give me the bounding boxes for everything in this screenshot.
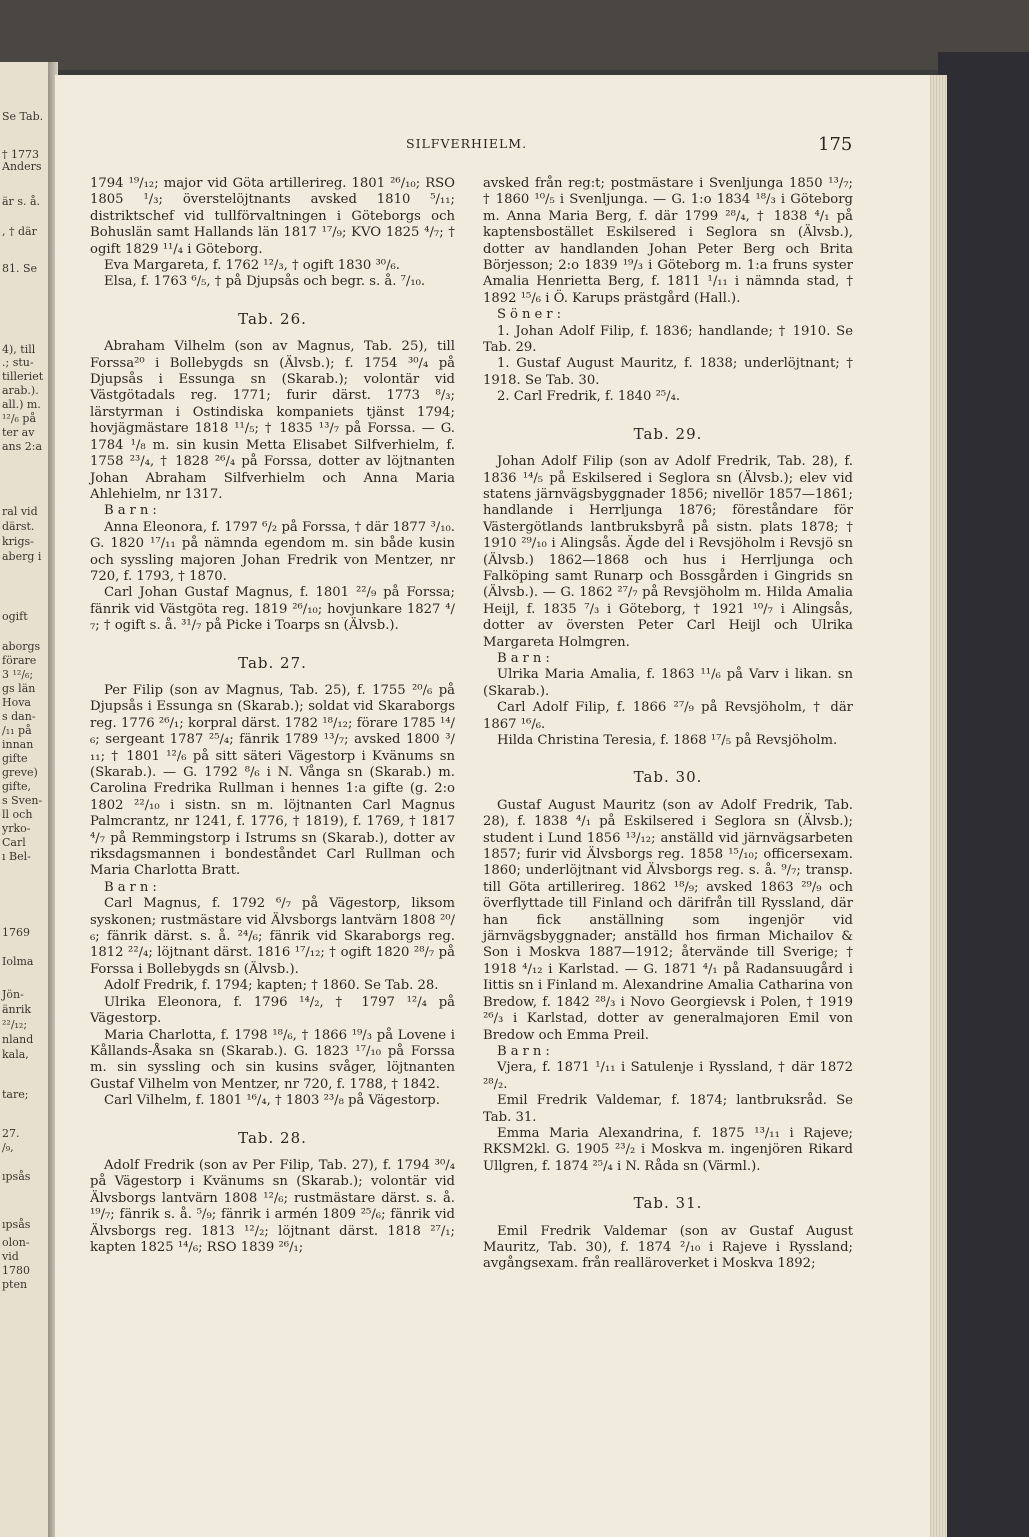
- paragraph: Hilda Christina Teresia, f. 1868 ¹⁷/₅ på Revsjöholm.: [497, 733, 838, 748]
- left-page-fragment: s dan-: [2, 710, 36, 723]
- left-page-edge: [0, 62, 52, 1537]
- section-heading: Tab. 26.: [238, 309, 307, 328]
- left-page-fragment: gifte,: [2, 780, 32, 793]
- left-page-fragment: änrik: [2, 1003, 32, 1016]
- page-number: 175: [818, 134, 853, 155]
- left-page-fragment: tilleriet: [2, 370, 44, 383]
- left-page-fragment: ogift: [2, 610, 28, 623]
- paragraph: Gustaf August Mauritz (son av Adolf Fredrik, Tab. 28), f. 1838 ⁴/₁ på Eskilsered i Seglora sn (Älvsb.); student i Lund 1856 ¹³/₁₂; anställd vid järnvägsarbeten 1857; furir vid Älvsborgs reg. 1858 ¹⁵/₁₀; officersexam. 1860; underlöjtnant vid Älvsborgs reg. s. å. ⁹/₇; transp. till Göta artillerireg. 1862 ¹⁸/₉; avsked 1863 ²⁹/₉ och överflyttade till Finland och därifrån till Ryssland, där han fick anställning som ingenjör vid järnvägsbyggnader; anställd hos firman Michailov & Son i Moskva 1887—1912; återvände till Sverige; † 1918 ⁴/₁₂ i Karlstad. — G. 1871 ⁴/₁ på Radansuugård i Iittis sn i Finland m. Alexandrine Amalia Catharina von Bredow, f. 1842 ²⁸/₃ i Novo Georgievsk i Polen, † 1919 ²⁶/₃ i Karlstad, dotter av generalmajoren Emil von Bredow och Emma Preil.: [483, 797, 853, 1043]
- left-page-fragment: kala,: [2, 1048, 29, 1061]
- left-page-fragment: ²²/₁₂;: [2, 1018, 28, 1031]
- paragraph: Carl Magnus, f. 1792 ⁶/₇ på Vägestorp, liksom syskonen; rustmästare vid Älvsborgs lantvärn 1808 ²⁰/₆; fänrik därst. s. å. ²⁴/₆; fänrik vid Skaraborgs reg. 1812 ²²/₄; löjtnant därst. 1816 ¹⁷/₁₂; † ogift 1820 ²⁸/₇ på Forssa i Bollebygds sn (Älvsb.).: [90, 896, 455, 977]
- paragraph: Eva Margareta, f. 1762 ¹²/₃, † ogift 1830 ³⁰/₆.: [104, 258, 400, 274]
- book-cover: [938, 52, 1029, 1537]
- left-page-fragment: innan: [2, 738, 34, 751]
- paragraph: Adolf Fredrik (son av Per Filip, Tab. 27), f. 1794 ³⁰/₄ på Vägestorp i Kvänums sn (Skarab.); volontär vid Älvsborgs lantvärn 1808 ¹²/₆; rustmästare därst. s. å. ¹⁹/₇; fänrik s. å. ⁵/₉; fänrik i armén 1809 ²⁵/₆; fänrik vid Älvsborgs reg. 1813 ¹²/₂; löjtnant därst. 1818 ²⁷/₁; kapten 1825 ¹⁴/₆; RSO 1839 ²⁶/₁;: [90, 1157, 455, 1255]
- left-page-fragment: Anders: [2, 160, 42, 173]
- paragraph: Ulrika Maria Amalia, f. 1863 ¹¹/₆ på Varv i likan. sn (Skarab.).: [483, 667, 853, 699]
- paragraph: Carl Adolf Filip, f. 1866 ²⁷/₉ på Revsjöholm, † där 1867 ¹⁶/₆.: [483, 700, 853, 732]
- left-page-fragment: yrko-: [2, 822, 31, 835]
- left-page-fragment: /₉,: [2, 1141, 14, 1154]
- children-label: Söner:: [497, 307, 566, 323]
- paragraph: Abraham Vilhelm (son av Magnus, Tab. 25), till Forssa²⁰ i Bollebygds sn (Älvsb.); f. 1754 ³⁰/₄ på Djupsås i Essunga sn (Skarab.); volontär vid Västgötadals reg. 1771; furir därst. 1773 ⁸/₃; lärstyrman i Ostindiska kompaniets tjänst 1794; hovjägmästare 1818 ¹¹/₅; † 1835 ¹³/₇ på Forssa. — G. 1784 ¹/₈ m. sin kusin Metta Elisabet Silfverhielm, f. 1758 ²³/₄, † 1828 ²⁶/₄ på Forssa, dotter av löjtnanten Johan Abraham Silfverhielm och Anna Maria Ahlehielm, nr 1317.: [90, 339, 455, 502]
- left-page-fragment: Hova: [2, 696, 31, 709]
- children-label: Barn:: [104, 879, 161, 895]
- left-page-fragment: 3 ¹²/₆;: [2, 668, 34, 681]
- left-page-fragment: s Sven-: [2, 794, 43, 807]
- paragraph: Maria Charlotta, f. 1798 ¹⁸/₆, † 1866 ¹⁹/₃ på Lovene i Kållands-Åsaka sn (Skarab.). G. 1823 ¹⁷/₁₀ på Forssa m. sin syssling och sin kusins svåger, löjtnanten Gustaf Vilhelm von Mentzer, nr 720, f. 1788, † 1842.: [90, 1027, 455, 1092]
- paragraph: avsked från reg:t; postmästare i Svenljunga 1850 ¹³/₇; † 1860 ¹⁰/₅ i Svenljunga. — G. 1:o 1834 ¹⁸/₃ i Göteborg m. Anna Maria Berg, f. där 1799 ²⁸/₄, † 1838 ⁴/₁ på kaptensbostället Eskilsered i Seglora sn (Älvsb.), dotter av handlanden Johan Peter Berg och Brita Börjesson; 2:o 1839 ¹⁹/₃ i Göteborg m. 1:a fruns syster Amalia Henrietta Berg, f. 1811 ¹/₁₁ i nämnda stad, † 1892 ¹⁵/₆ i Ö. Karups prästgård (Hall.).: [483, 176, 853, 306]
- left-page-fragment: är s. å.: [2, 195, 41, 208]
- left-page-fragment: nland: [2, 1033, 34, 1046]
- paragraph: Adolf Fredrik, f. 1794; kapten; † 1860. Se Tab. 28.: [104, 978, 439, 994]
- left-page-fragment: vid: [2, 1250, 19, 1263]
- paragraph: Emma Maria Alexandrina, f. 1875 ¹³/₁₁ i Rajeve; RKSM2kl. G. 1905 ²³/₂ i Moskva m. ingenjören Rikard Ullgren, f. 1874 ²⁵/₄ i N. Råda sn (Värml.).: [483, 1125, 853, 1174]
- left-page-fragment: all.) m.: [2, 398, 41, 411]
- left-page-fragment: därst.: [2, 520, 35, 533]
- left-page-fragment: ter av: [2, 426, 35, 439]
- paragraph: 2. Carl Fredrik, f. 1840 ²⁵/₄.: [497, 389, 681, 405]
- paragraph: Johan Adolf Filip (son av Adolf Fredrik, Tab. 28), f. 1836 ¹⁴/₅ på Eskilsered i Seglora sn (Älvsb.); elev vid statens järnvägsbyggnader 1856; nivellör 1857—1861; handlande i Herrljunga 1876; föreståndare för Västergötlands lantbruksbyrå på sistn. plats 1878; † 1910 ²⁹/₁₀ i Alingsås. Ägde del i Revsjöholm i Revsjö sn (Älvsb.) 1862—1868 och hus i Herrljunga och Falköping samt Runarp och Bossgården i Gingrids sn (Älvsb.). — G. 1862 ²⁷/₇ på Revsjöholm m. Hilda Amalia Heijl, f. 1835 ⁷/₃ i Göteborg, † 1921 ¹⁰/₇ i Alingsås, dotter av översten Peter Carl Heijl och Ulrika Margareta Holmgren.: [483, 454, 853, 650]
- section-heading: Tab. 29.: [633, 424, 703, 443]
- left-page-fragment: Jön-: [2, 988, 24, 1001]
- left-page-fragment: 1769: [2, 926, 30, 939]
- section-heading: Tab. 28.: [238, 1128, 307, 1147]
- right-column: [483, 176, 853, 1273]
- left-page-fragment: 1780: [2, 1264, 30, 1277]
- left-page-fragment: , † där: [2, 225, 37, 238]
- left-page-fragment: 4), till: [2, 343, 36, 356]
- children-label: Barn:: [104, 503, 161, 519]
- left-page-fragment: † 1773: [2, 148, 39, 161]
- left-page-fragment: förare: [2, 654, 37, 667]
- left-page-fragment: aborgs: [2, 640, 41, 653]
- paragraph: Anna Eleonora, f. 1797 ⁶/₂ på Forssa, † där 1877 ³/₁₀. G. 1820 ¹⁷/₁₁ på nämnda egendom m. sin både kusin och syssling majoren Johan Fredrik von Mentzer, nr 720, f. 1793, † 1870.: [90, 519, 455, 584]
- children-label: Barn:: [497, 1043, 554, 1059]
- left-page-fragment: ll och: [2, 808, 33, 821]
- left-page-fragment: krigs-: [2, 535, 34, 548]
- left-page-fragment: ı Bel-: [2, 850, 31, 863]
- left-page-fragment: Se Tab.: [2, 110, 44, 123]
- paragraph: Elsa, f. 1763 ⁶/₅, † på Djupsås och begr. s. å. ⁷/₁₀.: [104, 274, 426, 290]
- paragraph: Carl Vilhelm, f. 1801 ¹⁶/₄, † 1803 ²³/₈ på Vägestorp.: [104, 1093, 440, 1109]
- left-page-fragment: ıpsås: [2, 1170, 31, 1183]
- paragraph: Ulrika Eleonora, f. 1796 ¹⁴/₂, † 1797 ¹²/₄ på Vägestorp.: [90, 994, 455, 1027]
- left-page-fragment: tare;: [2, 1088, 29, 1101]
- left-page-fragment: Carl: [2, 836, 26, 849]
- paragraph: 1. Johan Adolf Filip, f. 1836; handlande; † 1910. Se Tab. 29.: [483, 323, 853, 356]
- left-page-fragment: 27.: [2, 1127, 20, 1140]
- left-page-fragment: ıpsås: [2, 1218, 31, 1231]
- left-page-fragment: gs län: [2, 682, 36, 695]
- paragraph: Vjera, f. 1871 ¹/₁₁ i Satulenje i Ryssland, † där 1872 ²⁸/₂.: [483, 1060, 853, 1092]
- left-page-fragment: gifte: [2, 752, 28, 765]
- left-page-fragment: aberg i: [2, 550, 42, 563]
- left-page-fragment: /₁₁ på: [2, 724, 32, 737]
- left-page-fragment: greve): [2, 766, 38, 779]
- paragraph: 1. Gustaf August Mauritz, f. 1838; underlöjtnant; † 1918. Se Tab. 30.: [483, 356, 853, 388]
- paragraph: Emil Fredrik Valdemar (son av Gustaf August Mauritz, Tab. 30), f. 1874 ²/₁₀ i Rajeve i Ryssland; avgångsexam. från realläroverket i Moskva 1892;: [483, 1223, 853, 1272]
- left-column: [90, 176, 455, 1256]
- paragraph: Emil Fredrik Valdemar, f. 1874; lantbruksråd. Se Tab. 31.: [483, 1093, 853, 1125]
- section-heading: Tab. 30.: [633, 768, 703, 787]
- left-page-fragment: ¹²/₆ på: [2, 412, 37, 425]
- background-top: [0, 0, 1029, 70]
- left-page-fragment: arab.).: [2, 384, 39, 397]
- left-page-fragment: ans 2:a: [2, 440, 43, 453]
- paragraph: 1794 ¹⁹/₁₂; major vid Göta artillerireg. 1801 ²⁶/₁₀; RSO 1805 ¹/₃; överstelöjtnants avsked 1810 ⁵/₁₁; distriktschef vid tullförvaltningen i Göteborgs och Bohuslän samt Hallands län 1817 ¹⁷/₉; KVO 1825 ⁴/₇; † ogift 1829 ¹¹/₄ i Göteborg.: [90, 176, 455, 257]
- section-heading: Tab. 31.: [633, 1194, 703, 1213]
- left-page-fragment: 81. Se: [2, 262, 38, 275]
- children-label: Barn:: [497, 650, 554, 666]
- left-page-fragment: .; stu-: [2, 356, 34, 369]
- left-page-fragment: ral vid: [2, 505, 38, 518]
- paragraph: Per Filip (son av Magnus, Tab. 25), f. 1755 ²⁰/₆ på Djupsås i Essunga sn (Skarab.); soldat vid Skaraborgs reg. 1776 ²⁶/₁; korpral därst. 1782 ¹⁸/₁₂; förare 1785 ¹⁴/₆; sergeant 1787 ²⁵/₄; fänrik 1789 ¹³/₇; avsked 1800 ³/₁₁; † 1801 ¹²/₆ på sitt säteri Vägestorp i Kvänums sn (Skarab.). — G. 1792 ⁸/₆ i N. Vånga sn (Skarab.) m. Carolina Fredrika Rullman i hennes 1:a gifte (g. 2:o 1802 ²²/₁₀ i sistn. sn m. löjtnanten Carl Magnus Palmcrantz, nr 1241, f. 1776, † 1819), f. 1769, † 1817 ⁴/₇ på Remmingstorp i Istrums sn (Skarab.), dotter av riksdagsmannen i bondeståndet Carl Rullman och Maria Charlotta Bratt.: [90, 682, 455, 879]
- section-heading: Tab. 27.: [238, 653, 307, 672]
- left-page-fragment: Iolma: [2, 955, 34, 968]
- paragraph: Carl Johan Gustaf Magnus, f. 1801 ²²/₉ på Forssa; fänrik vid Västgöta reg. 1819 ²⁶/₁₀; hovjunkare 1827 ⁴/₇; † ogift s. å. ³¹/₇ på Picke i Toarps sn (Älvsb.).: [90, 585, 455, 634]
- running-head: SILFVERHIELM.: [406, 136, 528, 151]
- left-page-fragment: olon-: [2, 1236, 30, 1249]
- left-page-fragment: pten: [2, 1278, 28, 1291]
